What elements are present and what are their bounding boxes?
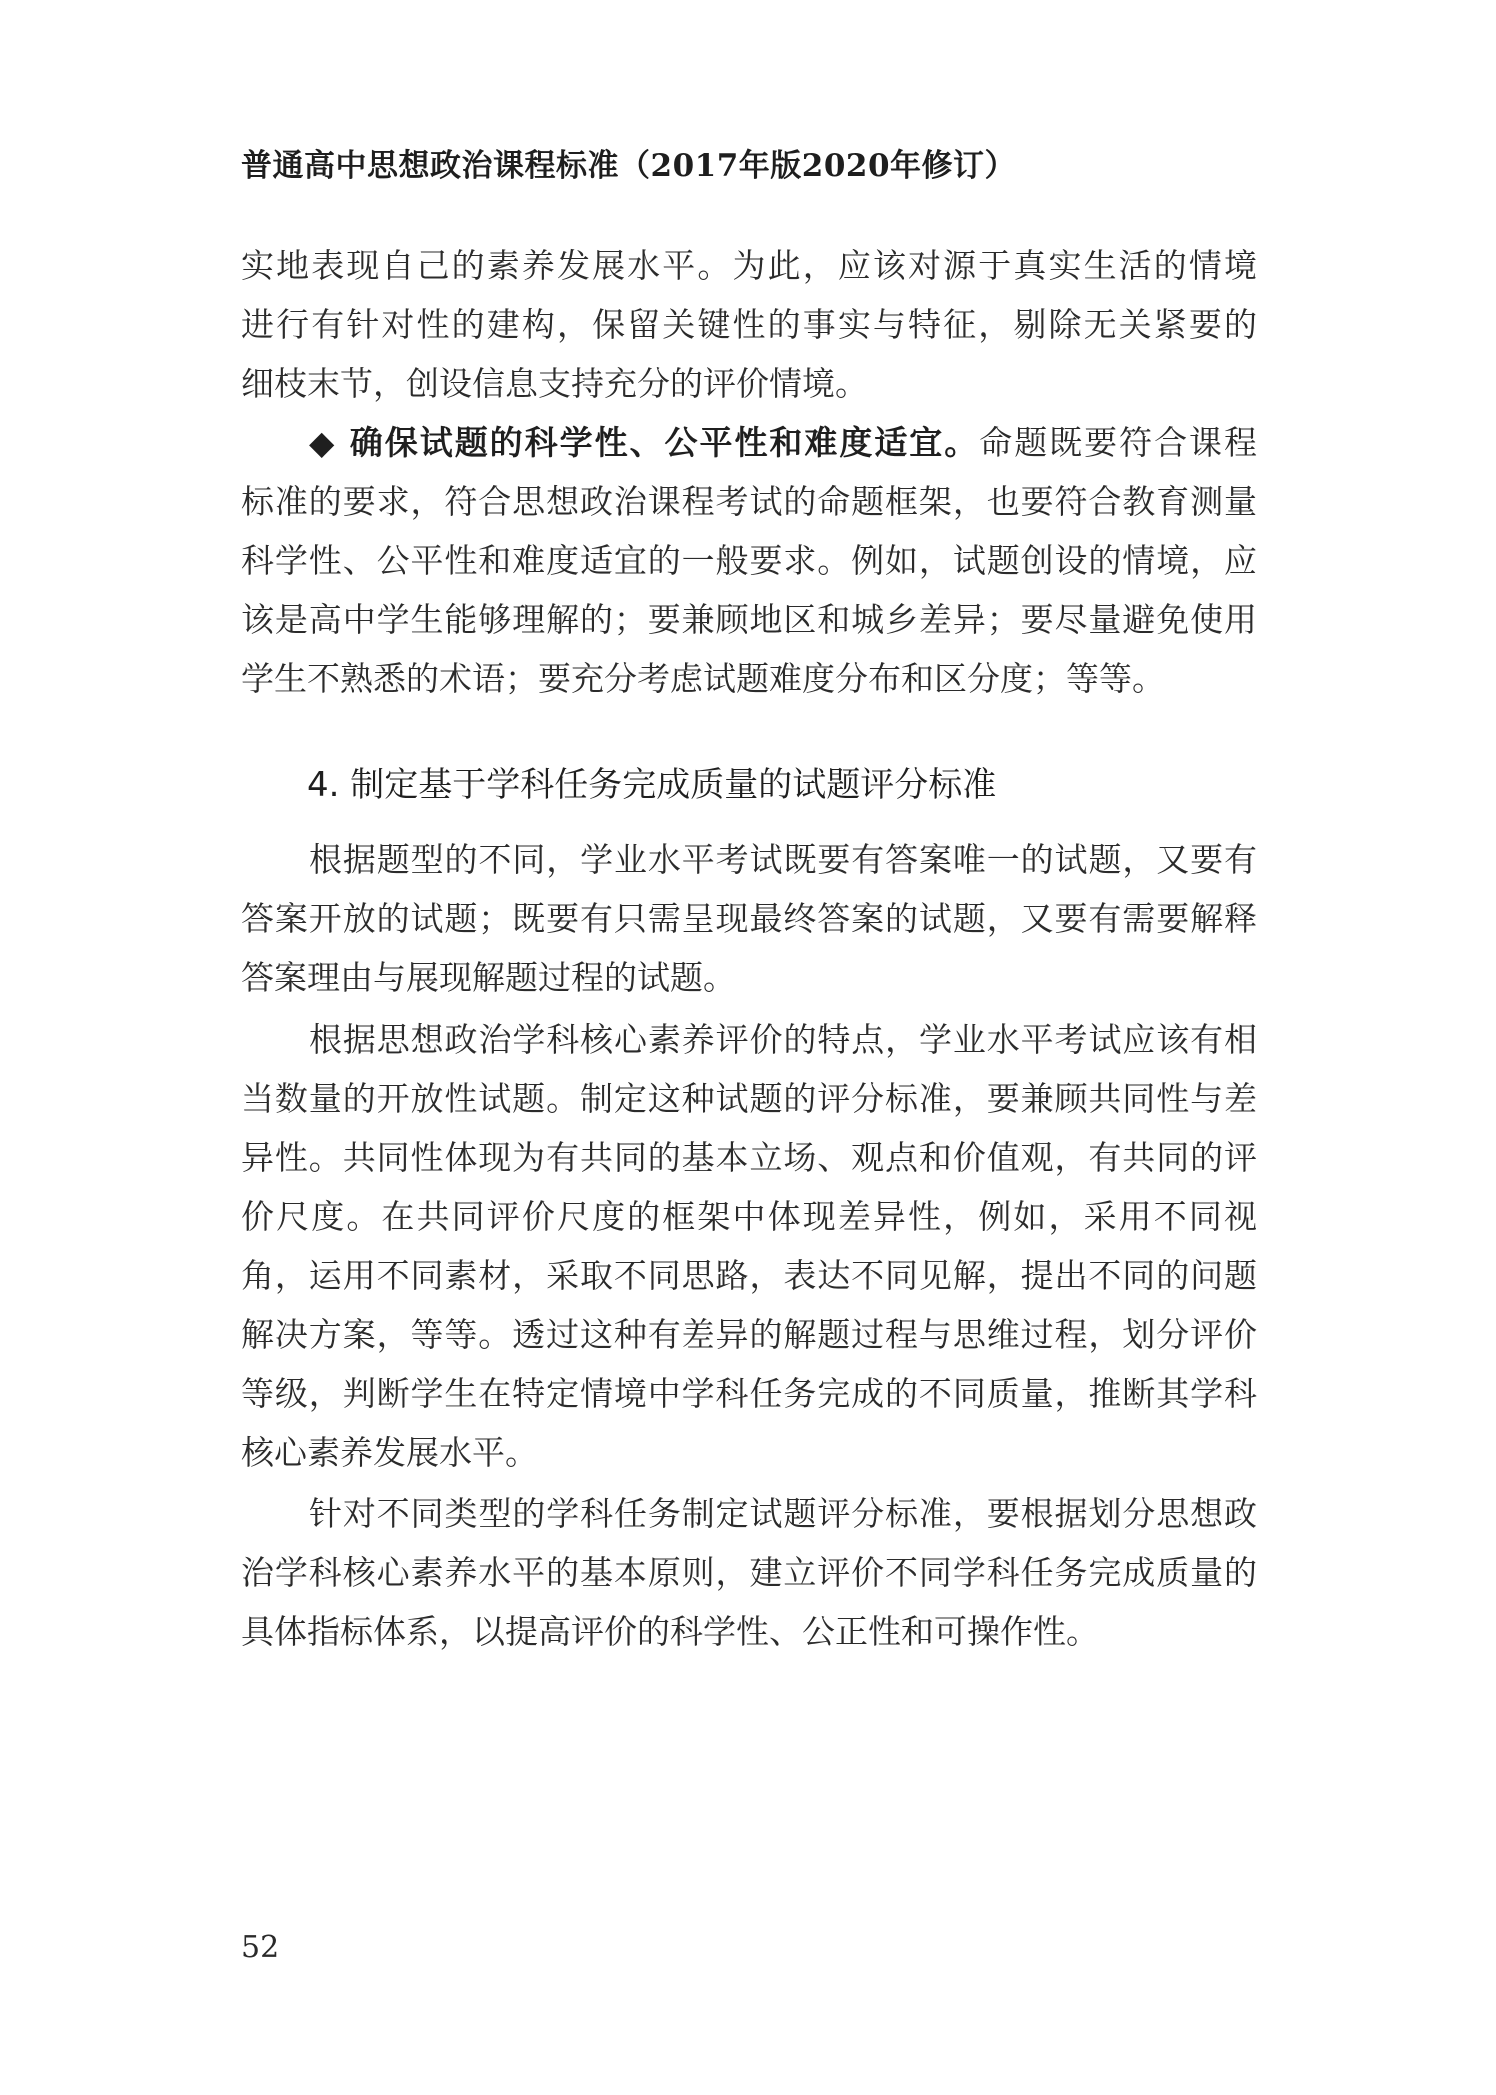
- running-head: 普通高中思想政治课程标准（2017年版2020年修订）: [241, 148, 1017, 184]
- text-line: 实地表现自己的素养发展水平。为此，应该对源于真实生活的情境: [241, 246, 1257, 285]
- text-line: 价尺度。在共同评价尺度的框架中体现差异性，例如，采用不同视: [241, 1197, 1257, 1236]
- text-line: 等级，判断学生在特定情境中学科任务完成的不同质量，推断其学科: [241, 1374, 1257, 1413]
- text-line: 答案理由与展现解题过程的试题。: [241, 958, 736, 997]
- text-line: 该是高中学生能够理解的；要兼顾地区和城乡差异；要尽量避免使用: [241, 600, 1257, 639]
- continued-paragraph: [241, 236, 1257, 413]
- text-line: 具体指标体系，以提高评价的科学性、公正性和可操作性。: [241, 1612, 1099, 1651]
- paragraph-1: [241, 830, 1257, 1007]
- text-line: 根据思想政治学科核心素养评价的特点，学业水平考试应该有相: [309, 1020, 1257, 1059]
- text-line: 答案开放的试题；既要有只需呈现最终答案的试题，又要有需要解释: [241, 899, 1257, 938]
- text-line: 当数量的开放性试题。制定这种试题的评分标准，要兼顾共同性与差: [241, 1079, 1257, 1118]
- bullet-first-line: [241, 413, 1257, 472]
- text-line: 标准的要求，符合思想政治课程考试的命题框架，也要符合教育测量: [241, 482, 1257, 521]
- text-line: 针对不同类型的学科任务制定试题评分标准，要根据划分思想政: [309, 1494, 1257, 1533]
- bullet-first-line-rest: 命题既要符合课程: [979, 423, 1258, 462]
- text-line: 进行有针对性的建构，保留关键性的事实与特征，剔除无关紧要的: [241, 305, 1257, 344]
- bullet-bold-lead: ◆ 确保试题的科学性、公平性和难度适宜。: [309, 423, 980, 462]
- text-line: 学生不熟悉的术语；要充分考虑试题难度分布和区分度；等等。: [241, 659, 1165, 698]
- paragraph-2: [241, 1010, 1257, 1482]
- text-line: 根据题型的不同，学业水平考试既要有答案唯一的试题，又要有: [309, 840, 1257, 879]
- text-line: 细枝末节，创设信息支持充分的评价情境。: [241, 364, 868, 403]
- text-line: 核心素养发展水平。: [241, 1433, 538, 1472]
- bullet-paragraph: [241, 413, 1257, 708]
- text-line: 角，运用不同素材，采取不同思路，表达不同见解，提出不同的问题: [241, 1256, 1257, 1295]
- text-line: 异性。共同性体现为有共同的基本立场、观点和价值观，有共同的评: [241, 1138, 1257, 1177]
- page-number: 52: [241, 1930, 280, 1965]
- text-line: 治学科核心素养水平的基本原则，建立评价不同学科任务完成质量的: [241, 1553, 1257, 1592]
- text-line: 科学性、公平性和难度适宜的一般要求。例如，试题创设的情境，应: [241, 541, 1257, 580]
- paragraph-3: [241, 1484, 1257, 1661]
- section-heading: 4. 制定基于学科任务完成质量的试题评分标准: [307, 765, 997, 805]
- text-line: 解决方案，等等。透过这种有差异的解题过程与思维过程，划分评价: [241, 1315, 1257, 1354]
